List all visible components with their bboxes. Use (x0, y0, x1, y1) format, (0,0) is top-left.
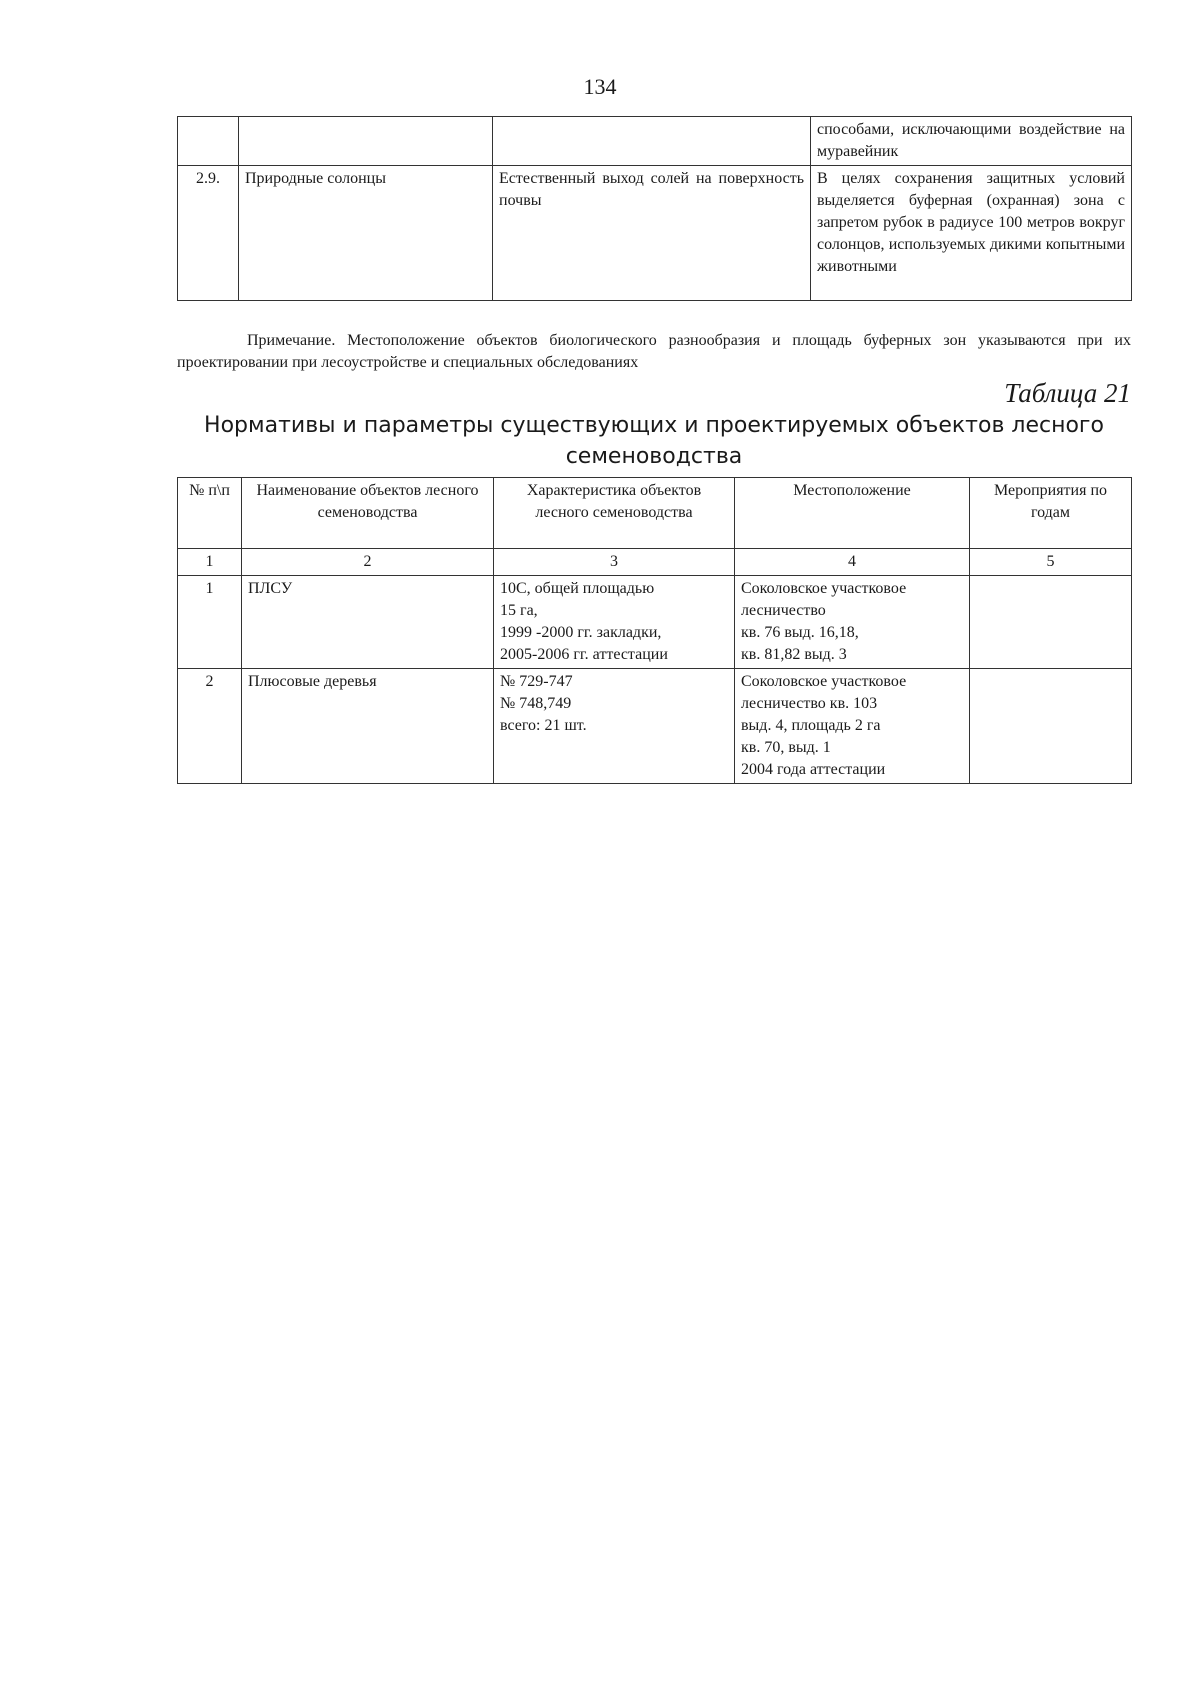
object-name-cell: Природные солонцы (239, 166, 493, 301)
table-row (178, 166, 1132, 301)
biodiversity-table-continued (177, 116, 1132, 301)
note-paragraph: Примечание. Местоположение объектов биологического разнообразия и площадь буферных зон указываются при их проектировании при лесоустройстве и специальных обследованиях (177, 332, 1131, 371)
header-cell: № п\п (178, 478, 242, 549)
seed-production-table (177, 477, 1132, 784)
column-number-cell: 3 (494, 549, 735, 576)
characteristic-cell: № 729-747 № 748,749 всего: 21 шт. (494, 669, 735, 784)
object-name-cell (239, 117, 493, 166)
column-number-cell: 4 (735, 549, 970, 576)
row-number-cell: 1 (178, 576, 242, 669)
column-number-cell: 1 (178, 549, 242, 576)
location-cell: Соколовское участковое лесничество кв. 76 выд. 16,18, кв. 81,82 выд. 3 (735, 576, 970, 669)
measures-cell (970, 669, 1132, 784)
column-number-row (178, 549, 1132, 576)
measures-cell: В целях сохранения защитных условий выделяется буферная (охранная) зона с запретом рубок в радиусе 100 метров вокруг солонцов, используемых дикими копытными животными (811, 166, 1132, 301)
row-number-cell: 2.9. (178, 166, 239, 301)
row-number-cell: 2 (178, 669, 242, 784)
measures-cell (970, 576, 1132, 669)
measures-cell: способами, исключающими воздействие на муравейник (811, 117, 1132, 166)
column-number-cell: 5 (970, 549, 1132, 576)
page-number: 134 (583, 74, 617, 99)
characteristic-cell (493, 117, 811, 166)
table-row (178, 576, 1132, 669)
characteristic-cell: Естественный выход солей на поверхность почвы (493, 166, 811, 301)
object-name-cell: Плюсовые деревья (242, 669, 494, 784)
header-cell: Характеристика объектов лесного семеноводства (494, 478, 735, 549)
table-row (178, 117, 1132, 166)
header-cell: Местоположение (735, 478, 970, 549)
object-name-cell: ПЛСУ (242, 576, 494, 669)
row-number-cell (178, 117, 239, 166)
location-cell: Соколовское участковое лесничество кв. 103 выд. 4, площадь 2 га кв. 70, выд. 1 2004 года аттестации (735, 669, 970, 784)
column-number-cell: 2 (242, 549, 494, 576)
table-title: Нормативы и параметры существующих и проектируемых объектов лесного семеноводства (204, 413, 1104, 469)
table-row (178, 669, 1132, 784)
table-label: Таблица 21 (1004, 378, 1131, 408)
header-cell: Мероприятия по годам (970, 478, 1132, 549)
table-header-row (178, 478, 1132, 549)
characteristic-cell: 10С, общей площадью 15 га, 1999 -2000 гг. закладки, 2005-2006 гг. аттестации (494, 576, 735, 669)
header-cell: Наименование объектов лесного семеноводства (242, 478, 494, 549)
